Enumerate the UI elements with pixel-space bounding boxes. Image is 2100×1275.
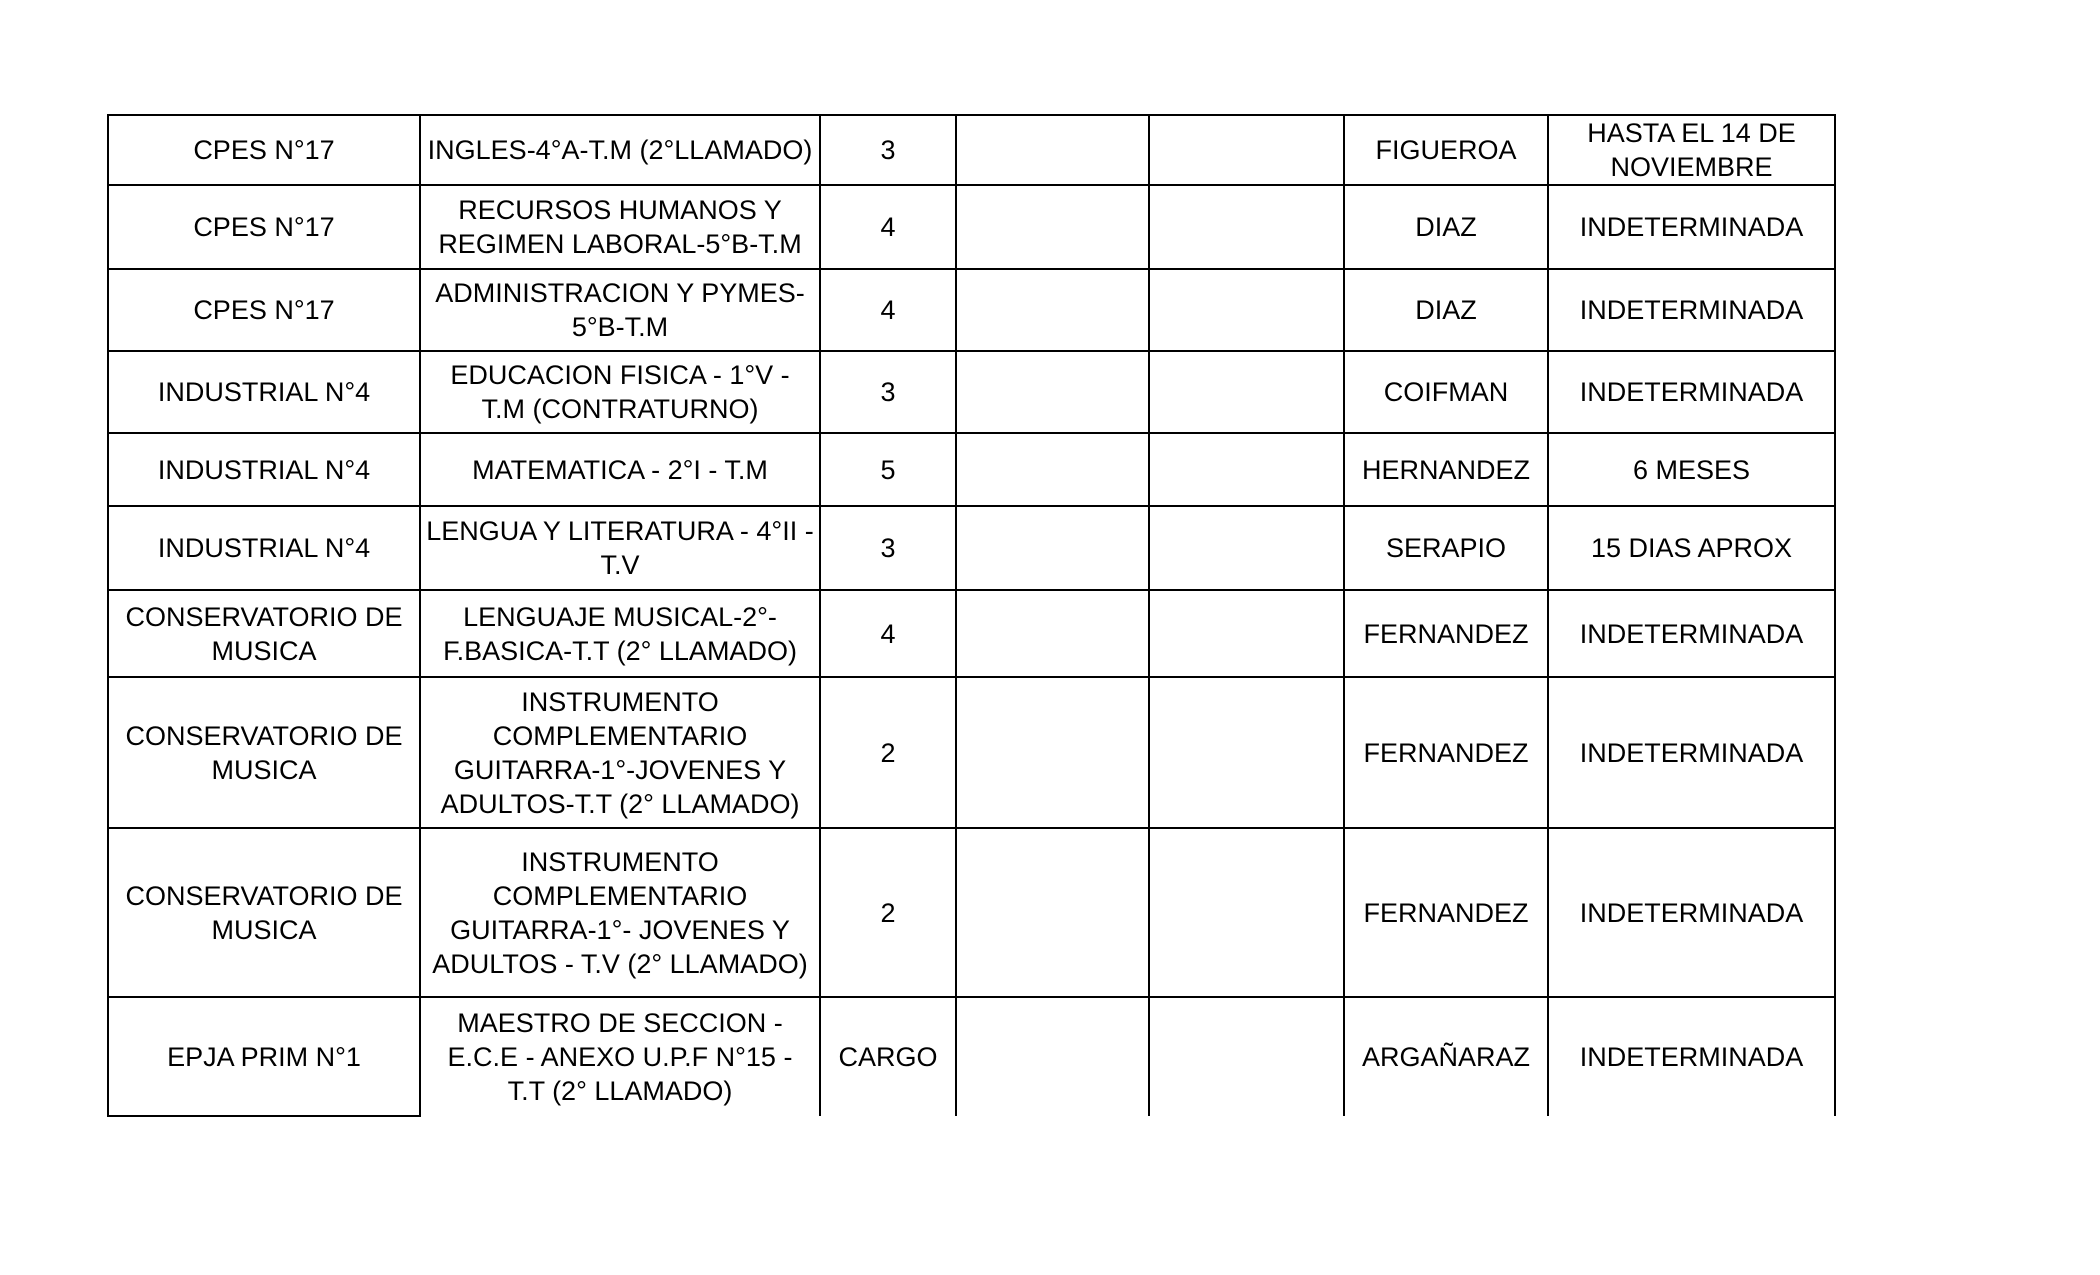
school-cell [108, 185, 420, 269]
subject-cell [420, 185, 820, 269]
subject-line: INGLES-4°A-T.M (2°LLAMADO) [427, 135, 813, 165]
duration-cell [1548, 828, 1835, 997]
teacher-cell [1344, 351, 1548, 433]
teacher-text: COIFMAN [1383, 377, 1509, 407]
subject-line: LENGUAJE MUSICAL-2°- [463, 601, 777, 632]
subject-cell [420, 351, 820, 433]
duration-cell [1548, 185, 1835, 269]
subject-line: GUITARRA-1°-JOVENES Y [453, 754, 787, 785]
hours-cell [820, 115, 956, 185]
empty-cell-4 [956, 433, 1149, 506]
duration-cell [1548, 590, 1835, 677]
table-row [108, 115, 1835, 185]
teacher-text: FERNANDEZ [1363, 897, 1529, 928]
school-cell [108, 433, 420, 506]
hours-text: 4 [880, 295, 896, 325]
school-cell [108, 269, 420, 351]
subject-line: COMPLEMENTARIO [492, 720, 748, 751]
empty-cell-5 [1149, 185, 1344, 269]
subject-cell [420, 269, 820, 351]
duration-line: 15 DIAS APROX [1590, 533, 1793, 563]
teacher-cell [1344, 185, 1548, 269]
duration-line: INDETERMINADA [1579, 618, 1804, 649]
duration-cell [1548, 506, 1835, 590]
school-text: CPES N°17 [193, 135, 335, 165]
subject-line: T.T (2° LLAMADO) [507, 1076, 733, 1106]
table-row [108, 590, 1835, 677]
table-row [108, 269, 1835, 351]
subject-line: ADULTOS-T.T (2° LLAMADO) [440, 788, 800, 819]
subject-line: E.C.E - ANEXO U.P.F N°15 - [447, 1042, 793, 1072]
subject-line: LENGUA Y LITERATURA - 4°II - [426, 516, 814, 546]
school-cell [108, 828, 420, 997]
table-row [108, 677, 1835, 828]
empty-cell-4 [956, 828, 1149, 997]
duration-cell [1548, 115, 1835, 185]
subject-line: COMPLEMENTARIO [492, 880, 748, 911]
school-line: MUSICA [211, 754, 317, 785]
duration-cell [1548, 351, 1835, 433]
duration-line: INDETERMINADA [1579, 737, 1804, 768]
empty-cell-4 [956, 269, 1149, 351]
duration-cell [1548, 677, 1835, 828]
hours-cell [820, 506, 956, 590]
school-cell [108, 115, 420, 185]
subject-line: MAESTRO DE SECCION - [457, 1008, 783, 1038]
school-text: CPES N°17 [193, 212, 335, 242]
subject-cell [420, 433, 820, 506]
teacher-text: HERNANDEZ [1361, 454, 1530, 485]
hours-cell [820, 997, 956, 1116]
school-text: CPES N°17 [193, 295, 335, 325]
school-cell [108, 351, 420, 433]
hours-text: 2 [880, 897, 896, 928]
subject-cell [420, 828, 820, 997]
empty-cell-4 [956, 506, 1149, 590]
duration-line: NOVIEMBRE [1610, 152, 1773, 182]
duration-line: INDETERMINADA [1579, 212, 1804, 242]
empty-cell-4 [956, 115, 1149, 185]
empty-cell-5 [1149, 997, 1344, 1116]
hours-cell [820, 677, 956, 828]
teacher-text: FIGUEROA [1375, 135, 1517, 165]
school-text: INDUSTRIAL N°4 [157, 454, 371, 485]
duration-line: 6 MESES [1632, 454, 1751, 485]
subject-line: INSTRUMENTO [521, 846, 719, 877]
empty-cell-4 [956, 590, 1149, 677]
empty-cell-5 [1149, 828, 1344, 997]
table-row [108, 997, 1835, 1116]
teacher-text: DIAZ [1415, 295, 1477, 325]
duration-line: INDETERMINADA [1579, 377, 1804, 407]
hours-cell [820, 351, 956, 433]
subject-line: T.M (CONTRATURNO) [481, 394, 759, 424]
subject-line: MATEMATICA - 2°I - T.M [472, 454, 768, 485]
duration-cell [1548, 997, 1835, 1116]
duration-cell [1548, 269, 1835, 351]
empty-cell-4 [956, 677, 1149, 828]
hours-text: 3 [880, 533, 896, 563]
school-line: CONSERVATORIO DE [125, 880, 403, 911]
school-text: INDUSTRIAL N°4 [157, 533, 371, 563]
hours-cell [820, 828, 956, 997]
school-cell [108, 997, 420, 1116]
teacher-cell [1344, 115, 1548, 185]
table-row [108, 506, 1835, 590]
table-row [108, 828, 1835, 997]
empty-cell-5 [1149, 677, 1344, 828]
teacher-cell [1344, 677, 1548, 828]
empty-cell-5 [1149, 115, 1344, 185]
teacher-cell [1344, 997, 1548, 1116]
school-cell [108, 506, 420, 590]
empty-cell-5 [1149, 506, 1344, 590]
hours-text: 2 [880, 737, 896, 768]
school-line: CONSERVATORIO DE [125, 720, 403, 751]
empty-cell-5 [1149, 351, 1344, 433]
empty-cell-4 [956, 185, 1149, 269]
vacancies-table [107, 114, 1836, 1117]
hours-cell [820, 185, 956, 269]
school-cell [108, 677, 420, 828]
hours-cell [820, 433, 956, 506]
duration-line: INDETERMINADA [1579, 897, 1804, 928]
teacher-cell [1344, 828, 1548, 997]
school-text: EPJA PRIM N°1 [167, 1041, 361, 1072]
duration-cell [1548, 433, 1835, 506]
subject-line: RECURSOS HUMANOS Y [458, 195, 782, 225]
hours-text: 3 [880, 135, 896, 165]
subject-line: GUITARRA-1°- JOVENES Y [450, 914, 790, 945]
teacher-text: DIAZ [1415, 212, 1477, 242]
school-line: MUSICA [211, 914, 317, 945]
empty-cell-4 [956, 997, 1149, 1116]
table-row [108, 351, 1835, 433]
hours-cell [820, 590, 956, 677]
subject-line: 5°B-T.M [571, 312, 669, 342]
teacher-cell [1344, 506, 1548, 590]
teacher-cell [1344, 433, 1548, 506]
hours-text: 5 [880, 454, 896, 485]
subject-cell [420, 590, 820, 677]
table-row [108, 185, 1835, 269]
duration-line: INDETERMINADA [1579, 295, 1804, 325]
subject-line: T.V [600, 550, 640, 580]
teacher-text: SERAPIO [1385, 533, 1507, 563]
teacher-text: FERNANDEZ [1363, 737, 1529, 768]
hours-text: CARGO [838, 1042, 938, 1072]
subject-line: F.BASICA-T.T (2° LLAMADO) [443, 635, 797, 666]
empty-cell-5 [1149, 269, 1344, 351]
school-line: CONSERVATORIO DE [125, 601, 403, 632]
school-cell [108, 590, 420, 677]
teacher-cell [1344, 269, 1548, 351]
hours-cell [820, 269, 956, 351]
subject-cell [420, 677, 820, 828]
empty-cell-5 [1149, 433, 1344, 506]
teacher-text: FERNANDEZ [1363, 618, 1529, 649]
empty-cell-4 [956, 351, 1149, 433]
subject-cell [420, 997, 820, 1116]
subject-cell [420, 115, 820, 185]
hours-text: 4 [880, 618, 896, 649]
subject-line: REGIMEN LABORAL-5°B-T.M [438, 229, 802, 259]
table-row [108, 433, 1835, 506]
duration-line: HASTA EL 14 DE [1587, 118, 1796, 148]
hours-text: 4 [880, 212, 896, 242]
subject-line: EDUCACION FISICA - 1°V - [450, 360, 790, 390]
teacher-text: ARGAÑARAZ [1361, 1042, 1531, 1072]
vacancies-sheet [107, 114, 1836, 1117]
duration-line: INDETERMINADA [1579, 1042, 1804, 1072]
teacher-cell [1344, 590, 1548, 677]
hours-text: 3 [880, 377, 896, 407]
empty-cell-5 [1149, 590, 1344, 677]
subject-line: ADULTOS - T.V (2° LLAMADO) [432, 948, 808, 979]
school-text: INDUSTRIAL N°4 [157, 377, 371, 407]
subject-line: ADMINISTRACION Y PYMES- [435, 278, 805, 308]
school-line: MUSICA [211, 635, 317, 666]
subject-cell [420, 506, 820, 590]
subject-line: INSTRUMENTO [521, 686, 719, 717]
